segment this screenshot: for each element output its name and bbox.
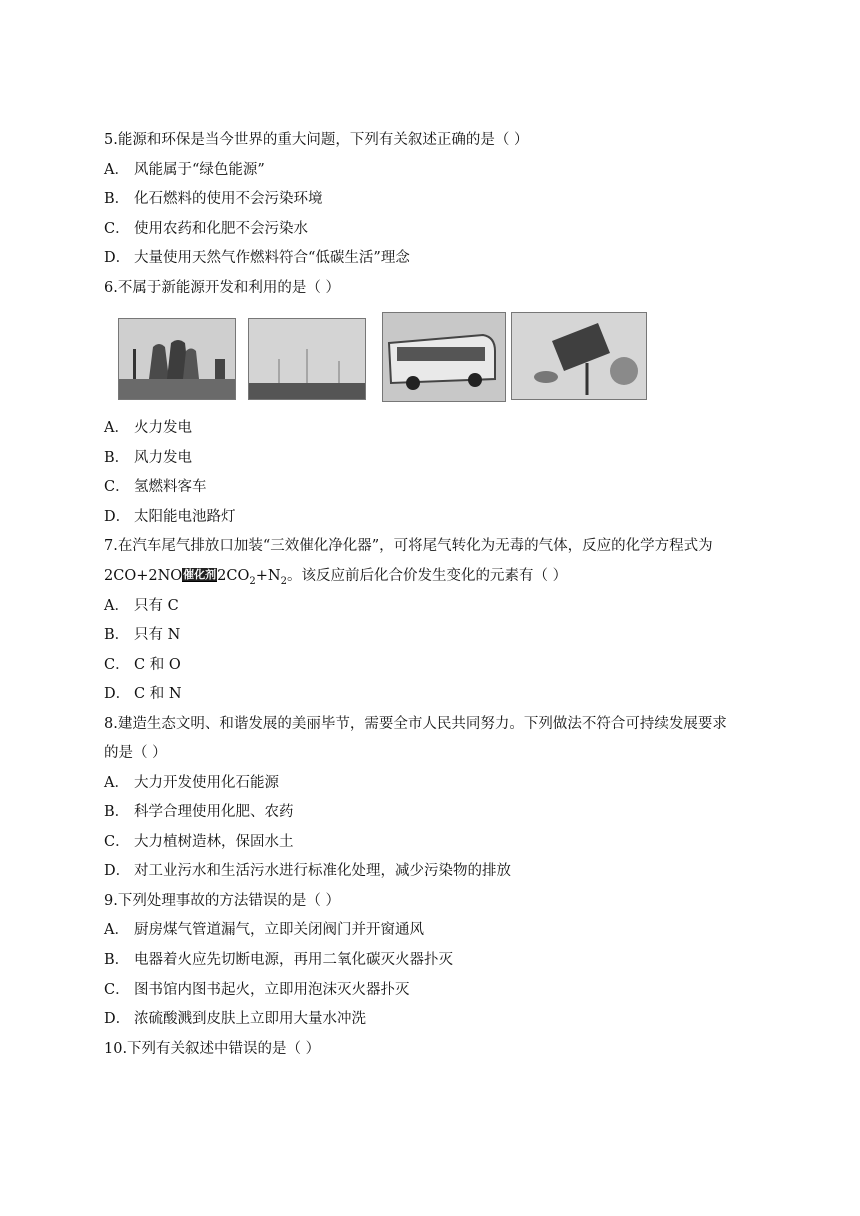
q7-stem-line1: 7.在汽车尾气排放口加装“三效催化净化器”，可将尾气转化为无毒的气体，反应的化学方程式为 xyxy=(104,538,713,554)
q5-option-a: A． 风能属于“绿色能源” xyxy=(104,162,265,178)
q6-option-c: C． 氢燃料客车 xyxy=(104,479,207,495)
q9-option-d: D． 浓硫酸溅到皮肤上立即用大量水冲洗 xyxy=(104,1011,366,1027)
q9-stem: 9.下列处理事故的方法错误的是（ ） xyxy=(104,893,340,909)
q7-equation-line: 2CO+2NO催化剂$2CO_2+N_2$。该反应前后化合价发生变化的元素有（ ） xyxy=(104,568,568,587)
q9-option-c: C． 图书馆内图书起火，立即用泡沫灭火器扑灭 xyxy=(104,982,410,998)
q5-option-b: B． 化石燃料的使用不会污染环境 xyxy=(104,191,323,207)
q10-stem: 10.下列有关叙述中错误的是（ ） xyxy=(104,1041,321,1057)
q6-option-d: D． 太阳能电池路灯 xyxy=(104,509,236,525)
q5-option-c: C． 使用农药和化肥不会污染水 xyxy=(104,221,308,237)
equation-reactants: 2CO+2NO xyxy=(104,568,183,584)
thermal-power-plant-image xyxy=(118,318,236,400)
q8-option-c: C． 大力植树造林，保固水土 xyxy=(104,834,294,850)
solar-street-lamp-image xyxy=(511,312,647,400)
q7-option-d: D． C 和 N xyxy=(104,686,182,702)
q5-stem: 5.能源和环保是当今世界的重大问题，下列有关叙述正确的是（ ） xyxy=(104,132,529,148)
q7-option-b: B． 只有 N xyxy=(104,627,181,643)
q9-option-b: B． 电器着火应先切断电源，再用二氧化碳灭火器扑灭 xyxy=(104,952,453,968)
q6-option-a: A． 火力发电 xyxy=(104,420,192,436)
q6-stem: 6.不属于新能源开发和利用的是（ ） xyxy=(104,280,340,296)
q8-option-d: D． 对工业污水和生活污水进行标准化处理，减少污染物的排放 xyxy=(104,863,511,879)
q9-option-a: A． 厨房煤气管道漏气，立即关闭阀门并开窗通风 xyxy=(104,922,424,938)
q7-option-a: A． 只有 C xyxy=(104,598,179,614)
q6-option-b: B． 风力发电 xyxy=(104,450,192,466)
q8-stem-line2: 的是（ ） xyxy=(104,745,167,761)
q8-option-b: B． 科学合理使用化肥、农药 xyxy=(104,804,294,820)
hydrogen-bus-image xyxy=(382,312,506,402)
catalyst-label: 催化剂 xyxy=(183,568,217,581)
q8-option-a: A． 大力开发使用化石能源 xyxy=(104,775,279,791)
q8-stem-line1: 8.建造生态文明、和谐发展的美丽毕节，需要全市人民共同努力。下列做法不符合可持续发展要求 xyxy=(104,716,727,732)
q7-option-c: C． C 和 O xyxy=(104,657,181,673)
q5-option-d: D． 大量使用天然气作燃料符合“低碳生活”理念 xyxy=(104,250,410,266)
wind-turbines-image xyxy=(248,318,366,400)
